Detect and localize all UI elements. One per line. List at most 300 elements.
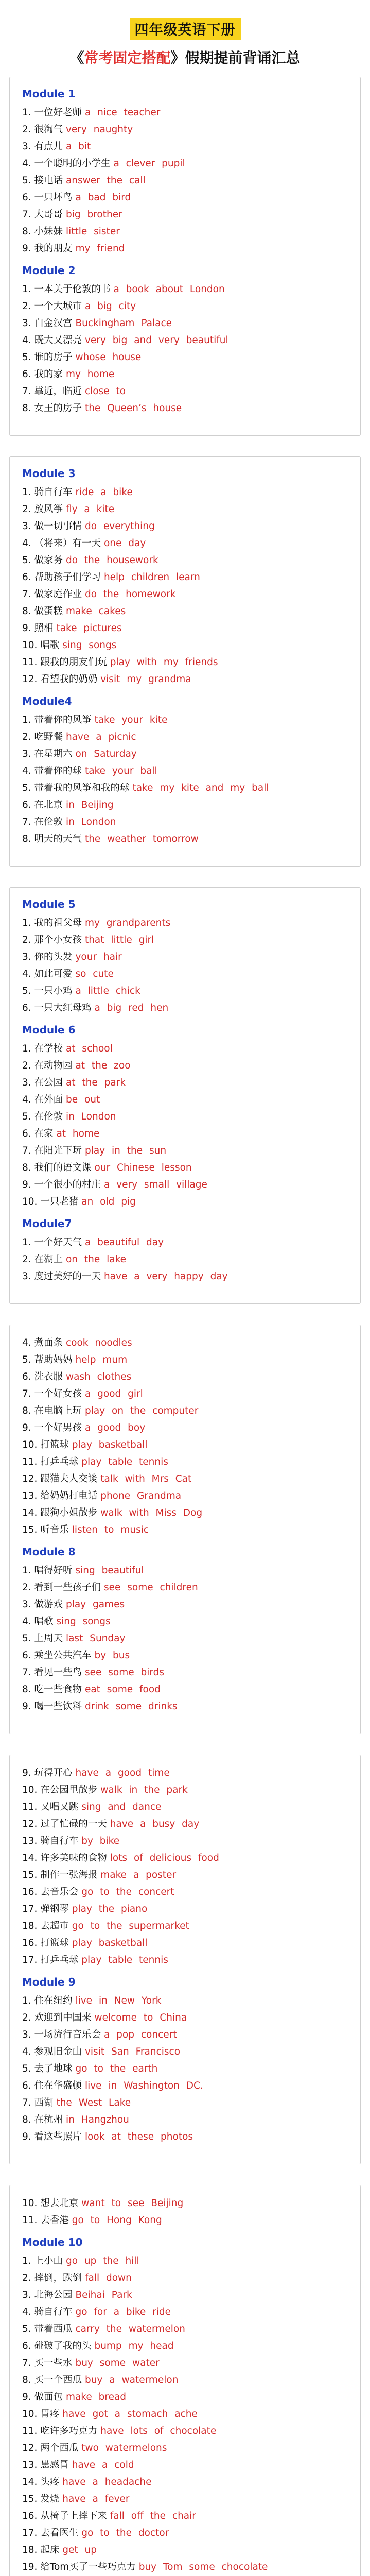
chinese-phrase: 做蛋糕 — [34, 606, 63, 617]
chinese-phrase: 在外面 — [34, 1094, 63, 1105]
vocab-card — [9, 1755, 361, 2164]
phrase-row — [22, 1579, 348, 1596]
item-number: 1. — [22, 107, 31, 118]
phrase-row — [22, 104, 348, 121]
chinese-phrase: 明天的天气 — [34, 834, 82, 844]
english-phrase: sing songs — [62, 640, 117, 651]
item-number: 2. — [22, 1060, 31, 1071]
phrase-row — [22, 223, 348, 240]
phrase-row — [22, 2303, 348, 2320]
phrase-row — [22, 982, 348, 999]
item-number: 18. — [22, 2545, 38, 2555]
english-phrase: wash clothes — [65, 1371, 132, 1382]
phrase-row — [22, 796, 348, 814]
english-phrase: a book about London — [113, 284, 225, 295]
phrase-row — [22, 1884, 348, 1901]
english-phrase: have got a stomach ache — [62, 2409, 198, 2419]
chinese-phrase: 看望我的奶奶 — [40, 674, 98, 685]
english-phrase: bump my head — [94, 2341, 174, 2351]
english-phrase: have a good time — [75, 1768, 170, 1778]
phrase-row — [22, 1268, 348, 1285]
english-phrase: a clever pupil — [113, 158, 185, 169]
item-number: 19. — [22, 2562, 38, 2572]
item-number: 11. — [22, 2426, 38, 2436]
english-phrase: play games — [65, 1599, 125, 1610]
english-phrase: very big and very beautiful — [84, 335, 228, 346]
phrase-row — [22, 1125, 348, 1142]
phrase-row — [22, 1251, 348, 1268]
english-phrase: at home — [56, 1128, 100, 1139]
item-number: 2. — [22, 1254, 31, 1265]
chinese-phrase: 去音乐会 — [40, 1887, 79, 1897]
english-phrase: buy Tom some chocolate — [138, 2562, 268, 2572]
content-cards — [0, 77, 370, 2576]
english-phrase: a pop concert — [103, 2029, 177, 2040]
chinese-phrase: 既大又漂亮 — [34, 335, 82, 346]
english-phrase: big brother — [65, 209, 122, 220]
item-number: 6. — [22, 1371, 31, 1382]
english-phrase: play basketball — [72, 1938, 148, 1948]
chinese-phrase: 参观旧金山 — [34, 2046, 82, 2057]
module-title: Module 5 — [22, 898, 76, 910]
phrase-row — [22, 1992, 348, 2009]
phrase-row — [22, 298, 348, 315]
item-number: 9. — [22, 2392, 31, 2402]
phrase-row — [22, 1351, 348, 1368]
english-phrase: the weather tomorrow — [84, 834, 199, 844]
phrase-row — [22, 1799, 348, 1816]
item-number: 4. — [22, 1337, 31, 1348]
module-section — [22, 1024, 348, 1210]
english-phrase: fall down — [84, 2273, 132, 2283]
english-phrase: an old pig — [81, 1196, 136, 1207]
item-number: 3. — [22, 1599, 31, 1610]
english-phrase: sing songs — [56, 1616, 111, 1627]
chinese-phrase: 喝一些饮料 — [34, 1701, 82, 1712]
english-phrase: talk with Mrs Cat — [100, 1473, 192, 1484]
phrase-row — [22, 762, 348, 779]
chinese-phrase: 在动物园 — [34, 1060, 73, 1071]
module-section — [22, 695, 348, 848]
english-phrase: by bus — [94, 1650, 130, 1661]
chinese-phrase: 在伦敦 — [34, 1111, 63, 1122]
item-number: 7. — [22, 817, 31, 827]
chinese-phrase: 我们的语文课 — [34, 1162, 92, 1173]
phrase-row — [22, 121, 348, 138]
english-phrase: do the housework — [65, 555, 158, 566]
chinese-phrase: 那个小女孩 — [34, 935, 82, 945]
english-phrase: drink some drinks — [84, 1701, 178, 1712]
item-number: 3. — [22, 2029, 31, 2040]
chinese-phrase: 接电话 — [34, 175, 63, 186]
english-phrase: carry the watermelon — [75, 2324, 185, 2334]
english-phrase: take your ball — [84, 766, 157, 776]
phrase-row — [22, 745, 348, 762]
chinese-phrase: 带着我的风筝和我的球 — [34, 783, 130, 793]
phrase-row — [22, 1368, 348, 1385]
chinese-phrase: 打乒乓球 — [40, 1955, 79, 1965]
english-phrase: play basketball — [72, 1439, 148, 1450]
title-prefix: 《 — [69, 49, 84, 66]
english-phrase: live in Washington DC. — [84, 2080, 203, 2091]
item-number: 4. — [22, 1616, 31, 1627]
phrase-row — [22, 2212, 348, 2229]
item-number: 13. — [22, 2460, 38, 2470]
phrase-row — [22, 315, 348, 332]
phrase-row — [22, 603, 348, 620]
english-phrase: answer the call — [65, 175, 146, 186]
phrase-row — [22, 831, 348, 848]
chinese-phrase: 煮面条 — [34, 1337, 63, 1348]
english-phrase: sing and dance — [81, 1802, 162, 1812]
module-title: Module 9 — [22, 1976, 76, 1988]
english-phrase: go to the earth — [75, 2063, 158, 2074]
phrase-row — [22, 1176, 348, 1193]
item-number: 3. — [22, 749, 31, 759]
item-number: 4. — [22, 538, 31, 549]
phrase-row — [22, 1040, 348, 1057]
module-section — [22, 88, 348, 257]
module-section — [22, 264, 348, 417]
chinese-phrase: 一本关于伦敦的书 — [34, 284, 111, 295]
phrase-row — [22, 1596, 348, 1613]
chinese-phrase: 打篮球 — [40, 1439, 69, 1450]
phrase-row — [22, 206, 348, 223]
item-number: 3. — [22, 318, 31, 329]
english-phrase: very naughty — [65, 124, 133, 135]
chinese-phrase: 一只大红母鸡 — [34, 1003, 92, 1013]
phrase-row — [22, 2009, 348, 2026]
vocab-card — [9, 887, 361, 1304]
item-number: 8. — [22, 834, 31, 844]
phrase-row — [22, 586, 348, 603]
chinese-phrase: 听音乐 — [40, 1524, 69, 1535]
phrase-row — [22, 2286, 348, 2303]
item-number: 2. — [22, 935, 31, 945]
english-phrase: get up — [62, 2545, 97, 2555]
item-number: 10. — [22, 640, 38, 651]
phrase-row — [22, 2456, 348, 2473]
chinese-phrase: 在北京 — [34, 800, 63, 810]
phrase-row — [22, 1765, 348, 1782]
module-title: Module 1 — [22, 88, 76, 100]
chinese-phrase: 从椅子上摔下来 — [40, 2511, 107, 2521]
english-phrase: have a fever — [62, 2494, 130, 2504]
chinese-phrase: 想去北京 — [40, 2198, 79, 2209]
item-number: 12. — [22, 674, 38, 685]
chinese-phrase: 在星期六 — [34, 749, 73, 759]
vocab-card — [9, 456, 361, 867]
chinese-phrase: 在杭州 — [34, 2114, 63, 2125]
english-phrase: have a busy day — [110, 1819, 200, 1829]
chinese-phrase: 做游戏 — [34, 1599, 63, 1610]
item-number: 3. — [22, 2290, 31, 2300]
chinese-phrase: 一个很小的村庄 — [34, 1179, 101, 1190]
english-phrase: walk with Miss Dog — [100, 1507, 203, 1518]
item-number: 5. — [22, 352, 31, 363]
item-number: 10. — [22, 1439, 38, 1450]
phrase-row — [22, 1613, 348, 1630]
item-number: 15. — [22, 1524, 38, 1535]
phrase-row — [22, 2541, 348, 2558]
module-section — [22, 2236, 348, 2575]
phrase-row — [22, 1918, 348, 1935]
item-number: 8. — [22, 403, 31, 414]
phrase-row — [22, 1952, 348, 1969]
chinese-phrase: 带着你的风筝 — [34, 715, 92, 725]
english-phrase: have lots of chocolate — [100, 2426, 217, 2436]
english-phrase: sing beautiful — [75, 1565, 144, 1576]
phrase-row — [22, 569, 348, 586]
vocab-card — [9, 77, 361, 436]
chinese-phrase: 骑自行车 — [34, 2307, 73, 2317]
english-phrase: help mum — [75, 1354, 128, 1365]
item-number: 3. — [22, 521, 31, 532]
chinese-phrase: 做家庭作业 — [34, 589, 82, 600]
item-number: 17. — [22, 1904, 38, 1914]
item-number: 15. — [22, 2494, 38, 2504]
phrase-row — [22, 2524, 348, 2541]
chinese-phrase: 一只老猪 — [40, 1196, 79, 1207]
chinese-phrase: 跟我的朋友们玩 — [40, 657, 107, 668]
english-phrase: at the zoo — [75, 1060, 131, 1071]
english-phrase: see some children — [103, 1582, 198, 1593]
chinese-phrase: 买一个西瓜 — [34, 2375, 82, 2385]
item-number: 17. — [22, 1955, 38, 1965]
english-phrase: a big red hen — [94, 1003, 169, 1013]
item-number: 17. — [22, 2528, 38, 2538]
phrase-row — [22, 671, 348, 688]
phrase-row — [22, 2490, 348, 2507]
item-number: 8. — [22, 2375, 31, 2385]
chinese-phrase: 胃疼 — [40, 2409, 60, 2419]
item-number: 10. — [22, 2409, 38, 2419]
item-number: 1. — [22, 284, 31, 295]
document-title — [0, 47, 370, 67]
item-number: 6. — [22, 1650, 31, 1661]
module-section — [22, 1217, 348, 1285]
chinese-phrase: 你的头发 — [34, 952, 73, 962]
english-phrase: my friend — [75, 243, 125, 254]
english-phrase: make bread — [65, 2392, 127, 2402]
chinese-phrase: 女王的房子 — [34, 403, 82, 414]
english-phrase: a little chick — [75, 986, 140, 996]
chinese-phrase: 看见一些鸟 — [34, 1667, 82, 1678]
phrase-row — [22, 779, 348, 796]
item-number: 5. — [22, 986, 31, 996]
item-number: 9. — [22, 1768, 31, 1778]
chinese-phrase: 过了忙碌的一天 — [40, 1819, 107, 1829]
phrase-row — [22, 1664, 348, 1681]
english-phrase: a beautiful day — [84, 1237, 164, 1248]
item-number: 1. — [22, 715, 31, 725]
phrase-row — [22, 2269, 348, 2286]
english-phrase: fly a kite — [65, 504, 115, 515]
english-phrase: play table tennis — [81, 1456, 168, 1467]
chinese-phrase: 许多美味的食物 — [40, 1853, 107, 1863]
phrase-row — [22, 1108, 348, 1125]
item-number: 10. — [22, 2198, 38, 2209]
item-number: 2. — [22, 2273, 31, 2283]
phrase-row — [22, 552, 348, 569]
item-number: 8. — [22, 1162, 31, 1173]
chinese-phrase: 白金汉宫 — [34, 318, 73, 329]
item-number: 4. — [22, 766, 31, 776]
module-section — [22, 1976, 348, 2145]
item-number: 7. — [22, 2097, 31, 2108]
item-number: 7. — [22, 386, 31, 397]
phrase-row — [22, 2422, 348, 2439]
phrase-row — [22, 2320, 348, 2337]
english-phrase: play the piano — [72, 1904, 148, 1914]
chinese-phrase: 上小山 — [34, 2256, 63, 2266]
english-phrase: ride a bike — [75, 487, 133, 498]
english-phrase: go to the doctor — [81, 2528, 169, 2538]
item-number: 5. — [22, 555, 31, 566]
phrase-row — [22, 383, 348, 400]
english-phrase: on the lake — [65, 1254, 127, 1265]
phrase-row — [22, 1504, 348, 1521]
english-phrase: take pictures — [56, 623, 122, 634]
chinese-phrase: 打乒乓球 — [40, 1456, 79, 1467]
chinese-phrase: 摔倒，跌倒 — [34, 2273, 82, 2283]
item-number: 8. — [22, 226, 31, 237]
english-phrase: help children learn — [103, 572, 200, 583]
item-number: 6. — [22, 1128, 31, 1139]
module-title: Module 6 — [22, 1024, 76, 1036]
phrase-row — [22, 814, 348, 831]
chinese-phrase: 度过美好的一天 — [34, 1271, 101, 1282]
chinese-phrase: 一只坏鸟 — [34, 192, 73, 203]
phrase-row — [22, 1402, 348, 1419]
english-phrase: that little girl — [84, 935, 154, 945]
english-phrase: on Saturday — [75, 749, 137, 759]
item-number: 2. — [22, 1582, 31, 1593]
phrase-row — [22, 620, 348, 637]
phrase-row — [22, 1091, 348, 1108]
item-number: 5. — [22, 2063, 31, 2074]
english-phrase: make a poster — [100, 1870, 177, 1880]
item-number: 1. — [22, 2256, 31, 2266]
english-phrase: live in New York — [75, 1995, 162, 2006]
phrase-row — [22, 728, 348, 745]
module-section — [22, 898, 348, 1016]
grade-banner: 四年级英语下册 — [130, 18, 241, 40]
module-section — [22, 1334, 348, 1538]
phrase-row — [22, 1562, 348, 1579]
english-phrase: the West Lake — [56, 2097, 131, 2108]
item-number: 9. — [22, 2131, 31, 2142]
phrase-row — [22, 1647, 348, 1664]
item-number: 14. — [22, 1507, 38, 1518]
item-number: 10. — [22, 1785, 38, 1795]
chinese-phrase: 一个聪明的小学生 — [34, 158, 111, 169]
phrase-row — [22, 1521, 348, 1538]
phrase-row — [22, 2060, 348, 2077]
chinese-phrase: 跟猫夫人交谈 — [40, 1473, 98, 1484]
english-phrase: want to see Beijing — [81, 2198, 184, 2209]
item-number: 6. — [22, 800, 31, 810]
phrase-row — [22, 1850, 348, 1867]
chinese-phrase: 买一些水 — [34, 2358, 73, 2368]
module-section — [22, 2195, 348, 2229]
phrase-row — [22, 501, 348, 518]
module-title: Module 3 — [22, 467, 76, 480]
english-phrase: a very small village — [103, 1179, 207, 1190]
item-number: 11. — [22, 2215, 38, 2226]
english-phrase: go up the hill — [65, 2256, 139, 2266]
chinese-phrase: 制作一张海报 — [40, 1870, 98, 1880]
chinese-phrase: 弹钢琴 — [40, 1904, 69, 1914]
english-phrase: look at these photos — [84, 2131, 193, 2142]
item-number: 4. — [22, 335, 31, 346]
phrase-row — [22, 1234, 348, 1251]
phrase-row — [22, 484, 348, 501]
item-number: 14. — [22, 2477, 38, 2487]
english-phrase: by bike — [81, 1836, 120, 1846]
item-number: 11. — [22, 1456, 38, 1467]
phrase-row — [22, 2337, 348, 2354]
chinese-phrase: 上周天 — [34, 1633, 63, 1644]
phrase-row — [22, 914, 348, 931]
chinese-phrase: 靠近，临近 — [34, 386, 82, 397]
chinese-phrase: 一位好老师 — [34, 107, 82, 118]
chinese-phrase: 一个好女孩 — [34, 1388, 82, 1399]
chinese-phrase: 吃野餐 — [34, 732, 63, 742]
item-number: 6. — [22, 192, 31, 203]
phrase-row — [22, 189, 348, 206]
item-number: 1. — [22, 918, 31, 928]
item-number: 7. — [22, 209, 31, 220]
item-number: 12. — [22, 1819, 38, 1829]
phrase-row — [22, 1782, 348, 1799]
item-number: 6. — [22, 1003, 31, 1013]
item-number: 13. — [22, 1490, 38, 1501]
item-number: 4. — [22, 158, 31, 169]
phrase-row — [22, 965, 348, 982]
item-number: 9. — [22, 1179, 31, 1190]
chinese-phrase: 去香港 — [40, 2215, 69, 2226]
phrase-row — [22, 1935, 348, 1952]
english-phrase: in London — [65, 1111, 116, 1122]
phrase-row — [22, 1487, 348, 1504]
phrase-row — [22, 240, 348, 257]
chinese-phrase: （将来）有一天 — [34, 538, 101, 549]
phrase-row — [22, 948, 348, 965]
phrase-row — [22, 1385, 348, 1402]
phrase-row — [22, 931, 348, 948]
chinese-phrase: 碰破了我的头 — [34, 2341, 92, 2351]
phrase-row — [22, 1901, 348, 1918]
phrase-row — [22, 332, 348, 349]
phrase-row — [22, 2473, 348, 2490]
item-number: 8. — [22, 1405, 31, 1416]
chinese-phrase: 又唱又跳 — [40, 1802, 79, 1812]
chinese-phrase: 打篮球 — [40, 1938, 69, 1948]
chinese-phrase: 骑自行车 — [34, 487, 73, 498]
phrase-row — [22, 1833, 348, 1850]
item-number: 3. — [22, 952, 31, 962]
phrase-row — [22, 400, 348, 417]
english-phrase: visit San Francisco — [84, 2046, 181, 2057]
chinese-phrase: 在公园 — [34, 1077, 63, 1088]
item-number: 8. — [22, 606, 31, 617]
module-title: Module4 — [22, 695, 72, 707]
english-phrase: a bit — [65, 141, 91, 152]
english-phrase: a good boy — [84, 1422, 146, 1433]
english-phrase: be out — [65, 1094, 100, 1105]
item-number: 4. — [22, 969, 31, 979]
